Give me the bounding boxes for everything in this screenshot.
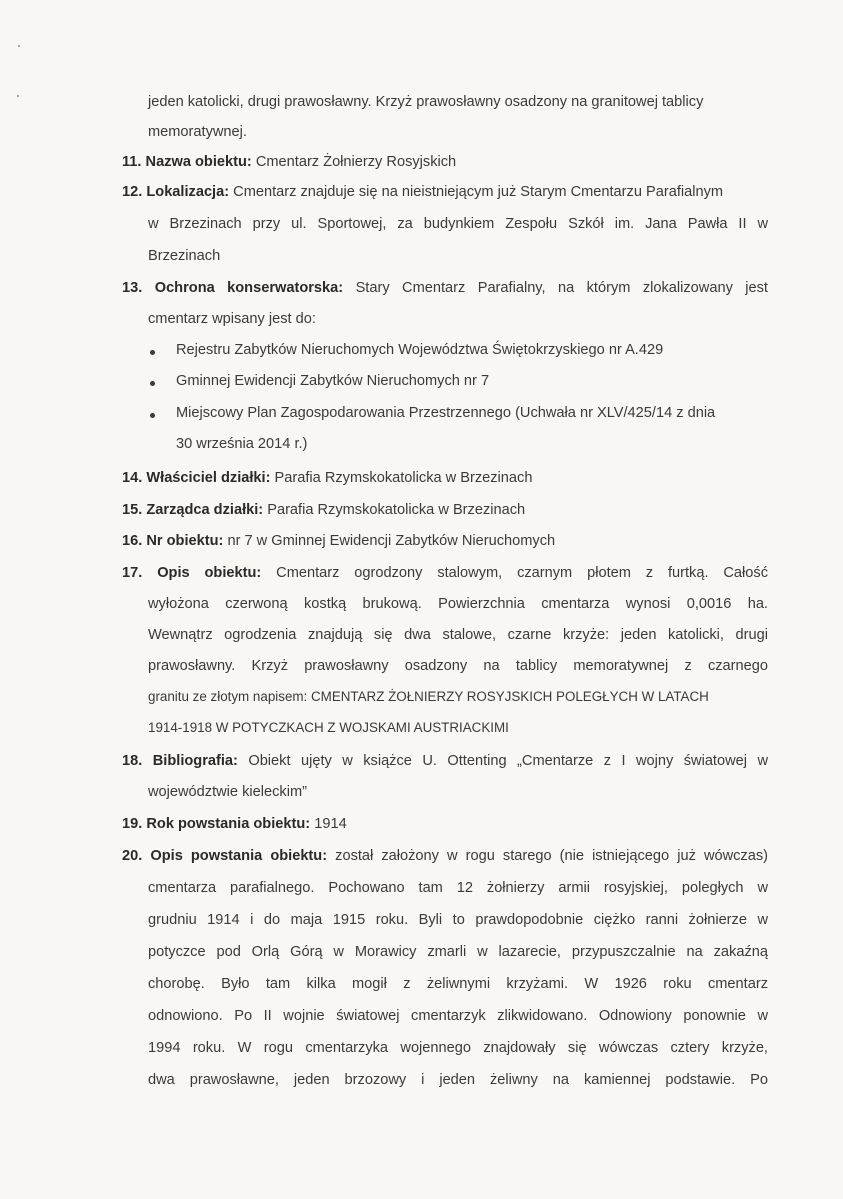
item-20-line-6: odnowiono. Po II wojnie światowej cmentarzyk zlikwidowano. Odnowiony ponownie w — [148, 1008, 768, 1024]
item-number: 11. — [122, 154, 142, 170]
bullet-item-3-line-2: 30 września 2014 r.) — [176, 436, 308, 452]
item-text: Cmentarz ogrodzony stalowym, czarnym płotem z furtką. Całość — [276, 565, 768, 581]
bullet-dot — [150, 413, 155, 418]
item-20-line-8: dwa prawosławne, jeden brzozowy i jeden żeliwny na kamiennej podstawie. Po — [148, 1072, 768, 1088]
list-item-12 — [122, 184, 723, 200]
item-label: Właściciel działki: — [146, 470, 271, 486]
item-label: Lokalizacja: — [146, 184, 230, 200]
list-item-19 — [122, 816, 347, 832]
item-label: Zarządca działki: — [146, 502, 264, 518]
list-item-13 — [122, 280, 768, 296]
bullet-item-3: Miejscowy Plan Zagospodarowania Przestrzennego (Uchwała nr XLV/425/14 z dnia — [176, 405, 716, 421]
continuation-line-2: memoratywnej. — [148, 124, 247, 140]
list-item-16 — [122, 533, 555, 549]
item-text: Parafia Rzymskokatolicka w Brzezinach — [274, 470, 533, 486]
list-item-17 — [122, 565, 768, 581]
bullet-item-2: Gminnej Ewidencji Zabytków Nieruchomych nr 7 — [176, 373, 490, 389]
item-number: 17. — [122, 565, 143, 581]
item-text: Parafia Rzymskokatolicka w Brzezinach — [267, 502, 526, 518]
item-text: Obiekt ujęty w książce U. Ottenting „Cmentarze z I wojny światowej w — [248, 753, 768, 769]
bullet-dot — [150, 350, 155, 355]
item-18-line-2: województwie kieleckim” — [148, 784, 307, 800]
item-17-line-2: wyłożona czerwoną kostką brukową. Powierzchnia cmentarza wynosi 0,0016 ha. — [148, 596, 768, 612]
item-number: 14. — [122, 470, 143, 486]
list-item-14 — [122, 470, 532, 486]
item-text: Cmentarz znajduje się na nieistniejącym już Starym Cmentarzu Parafialnym — [233, 184, 724, 200]
item-label: Bibliografia: — [152, 753, 238, 769]
item-label: Ochrona konserwatorska: — [154, 280, 344, 296]
item-20-line-7: 1994 roku. W rogu cmentarzyka wojennego znajdowały się wówczas cztery krzyże, — [148, 1040, 768, 1056]
item-text: Cmentarz Żołnierzy Rosyjskich — [255, 154, 457, 170]
bullet-item-1: Rejestru Zabytków Nieruchomych Województwa Świętokrzyskiego nr A.429 — [176, 342, 664, 358]
list-item-20 — [122, 848, 768, 864]
item-20-line-3: grudniu 1914 i do maja 1915 roku. Byli to prawdopodobnie ciężko ranni żołnierze w — [148, 912, 768, 928]
item-17-line-3: Wewnątrz ogrodzenia znajdują się dwa stalowe, czarne krzyże: jeden katolicki, drugi — [148, 627, 768, 643]
item-label: Nr obiektu: — [146, 533, 224, 549]
item-20-line-4: potyczce pod Orlą Górą w Morawicy zmarli w lazarecie, przypuszczalnie na zakaźną — [148, 944, 768, 960]
item-17-line-5: granitu ze złotym napisem: CMENTARZ ŻOŁNIERZY ROSYJSKICH POLEGŁYCH W LATACH — [148, 689, 709, 704]
item-text: został założony w rogu starego (nie istniejącego już wówczas) — [335, 848, 768, 864]
item-number: 16. — [122, 533, 143, 549]
item-20-line-2: cmentarza parafialnego. Pochowano tam 12 żołnierzy armii rosyjskiej, poległych w — [148, 880, 768, 896]
bullet-dot — [150, 381, 155, 386]
item-label: Opis powstania obiektu: — [150, 848, 328, 864]
item-20-line-5: chorobę. Było tam kilka mogił z żeliwnymi krzyżami. W 1926 roku cmentarz — [148, 976, 768, 992]
list-item-15 — [122, 502, 525, 518]
item-text: 1914 — [314, 816, 347, 832]
item-number: 15. — [122, 502, 143, 518]
item-text: Stary Cmentarz Parafialny, na którym zlokalizowany jest — [355, 280, 768, 296]
list-item-11 — [122, 154, 456, 170]
item-number: 20. — [122, 848, 143, 864]
item-label: Nazwa obiektu: — [145, 154, 252, 170]
item-number: 19. — [122, 816, 143, 832]
item-17-line-6: 1914-1918 W POTYCZKACH Z WOJSKAMI AUSTRIACKIMI — [148, 720, 509, 735]
item-number: 13. — [122, 280, 143, 296]
item-text: nr 7 w Gminnej Ewidencji Zabytków Nieruchomych — [227, 533, 556, 549]
item-12-line-2: w Brzezinach przy ul. Sportowej, za budynkiem Zespołu Szkół im. Jana Pawła II w — [148, 216, 768, 232]
continuation-line-1: jeden katolicki, drugi prawosławny. Krzyż prawosławny osadzony na granitowej tablicy — [148, 94, 704, 110]
list-item-18 — [122, 753, 768, 769]
item-number: 12. — [122, 184, 143, 200]
item-label: Opis obiektu: — [157, 565, 262, 581]
item-label: Rok powstania obiektu: — [146, 816, 311, 832]
item-number: 18. — [122, 753, 143, 769]
item-12-line-3: Brzezinach — [148, 248, 221, 264]
item-13-line-2: cmentarz wpisany jest do: — [148, 311, 316, 327]
item-17-line-4: prawosławny. Krzyż prawosławny osadzony na tablicy memoratywnej z czarnego — [148, 658, 768, 674]
